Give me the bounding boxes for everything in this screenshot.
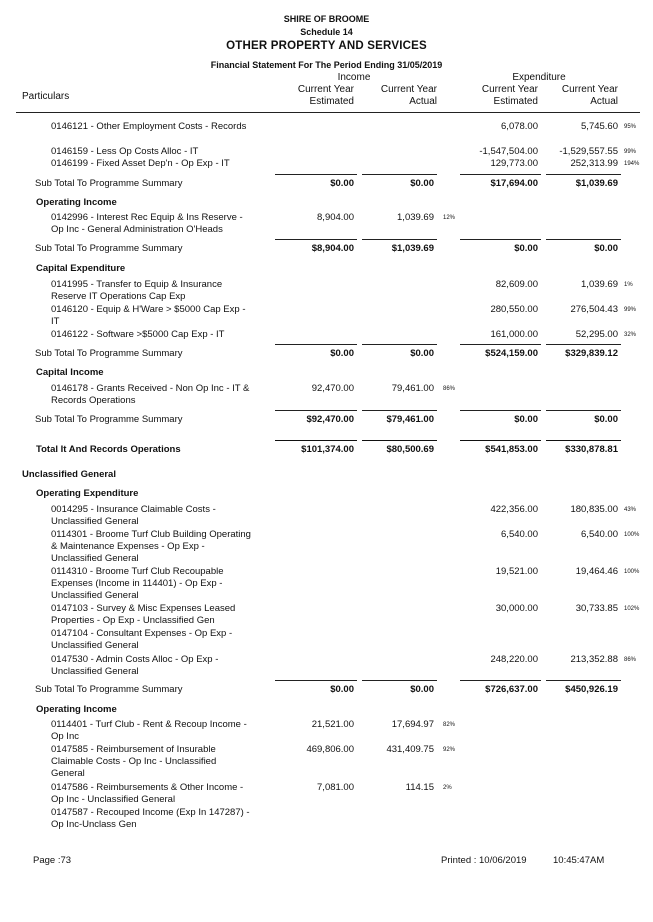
amount-ie: 7,081.00: [317, 782, 354, 793]
amount-ie: $0.00: [330, 178, 354, 189]
amount-ee: 129,773.00: [490, 158, 538, 169]
subtotal-rule: [275, 680, 357, 681]
subtotal-rule: [546, 344, 621, 345]
subtotal-rule: [546, 174, 621, 175]
expenditure-percent: 43%: [624, 507, 637, 513]
amount-ie: 8,904.00: [317, 212, 354, 223]
income-heading: Income: [337, 72, 371, 83]
subtotal-rule: [275, 239, 357, 240]
amount-ea: 252,313.99: [570, 158, 618, 169]
schedule-label: Schedule 14: [300, 27, 353, 37]
expenditure-percent: 1%: [624, 282, 633, 288]
amount-ee: 19,521.00: [495, 566, 538, 577]
subtotal-rule: [362, 410, 437, 411]
subtotal-label: Sub Total To Programme Summary: [35, 414, 183, 425]
amount-ia: $80,500.69: [386, 444, 434, 455]
amount-ee: $17,694.00: [490, 178, 538, 189]
amount-ee: $0.00: [514, 243, 538, 254]
header-rule: [16, 112, 640, 113]
line-item-description: 0014295 - Insurance Claimable Costs - Unclassified General: [51, 504, 216, 527]
line-item-description: 0147530 - Admin Costs Alloc - Op Exp - Unclassified General: [51, 654, 219, 677]
amount-ea: 1,039.69: [581, 279, 618, 290]
amount-ea: 30,733.85: [575, 603, 618, 614]
income-estimated-heading: Current Year Estimated: [297, 84, 354, 107]
amount-ea: 276,504.43: [570, 304, 618, 315]
line-item-description: 0147104 - Consultant Expenses - Op Exp - Unclassified General: [51, 628, 233, 651]
total-label: Total It And Records Operations: [36, 444, 181, 455]
expenditure-estimated-heading: Current Year Estimated: [481, 84, 538, 107]
line-item-description: 0147587 - Recouped Income (Exp In 147287) -Op Inc-Unclass Gen: [51, 807, 250, 830]
subtotal-rule: [460, 239, 541, 240]
expenditure-percent: 102%: [624, 606, 640, 612]
income-actual-heading: Current Year Actual: [380, 84, 437, 107]
amount-ee: 82,609.00: [495, 279, 538, 290]
amount-ia: 431,409.75: [386, 744, 434, 755]
amount-ia: $0.00: [410, 178, 434, 189]
amount-ee: 248,220.00: [490, 654, 538, 665]
amount-ia: 79,461.00: [391, 383, 434, 394]
subtotal-label: Sub Total To Programme Summary: [35, 684, 183, 695]
amount-ea: -1,529,557.55: [559, 146, 618, 157]
line-item-description: 0114401 - Turf Club - Rent & Recoup Income - Op Inc: [51, 719, 247, 742]
subtotal-rule: [362, 239, 437, 240]
particulars-heading: Particulars: [22, 91, 70, 102]
income-percent: 12%: [443, 215, 456, 221]
expenditure-percent: 95%: [624, 124, 637, 130]
amount-ea: $329,839.12: [565, 348, 618, 359]
line-item-description: 0147585 - Reimbursement of Insurable Claimable Costs - Op Inc - Unclassified General: [51, 744, 217, 779]
amount-ee: $541,853.00: [485, 444, 538, 455]
line-item-description: 0146121 - Other Employment Costs - Records: [51, 121, 247, 132]
amount-ee: $524,159.00: [485, 348, 538, 359]
subtotal-rule: [362, 440, 437, 441]
expenditure-percent: 32%: [624, 332, 637, 338]
subtotal-rule: [362, 344, 437, 345]
printed-date: Printed : 10/06/2019: [441, 855, 527, 866]
amount-ee: 30,000.00: [495, 603, 538, 614]
amount-ie: $101,374.00: [301, 444, 354, 455]
amount-ia: $0.00: [410, 348, 434, 359]
line-item-description: 0146122 - Software >$5000 Cap Exp - IT: [51, 329, 225, 340]
subtotal-rule: [275, 344, 357, 345]
amount-ee: 161,000.00: [490, 329, 538, 340]
amount-ea: 52,295.00: [575, 329, 618, 340]
amount-ee: 422,356.00: [490, 504, 538, 515]
section-heading: Unclassified General: [22, 469, 116, 480]
subtotal-rule: [362, 174, 437, 175]
line-item-description: 0147103 - Survey & Misc Expenses Leased Properties - Op Exp - Unclassified Gen: [51, 603, 236, 626]
amount-ie: 92,470.00: [311, 383, 354, 394]
expenditure-percent: 99%: [624, 307, 637, 313]
subtotal-rule: [460, 440, 541, 441]
subtotal-label: Sub Total To Programme Summary: [35, 178, 183, 189]
amount-ea: 213,352.88: [570, 654, 618, 665]
amount-ia: 1,039.69: [397, 212, 434, 223]
expenditure-actual-heading: Current Year Actual: [561, 84, 618, 107]
amount-ie: $0.00: [330, 348, 354, 359]
group-heading: Operating Income: [36, 704, 117, 715]
amount-ea: $1,039.69: [575, 178, 618, 189]
subtotal-rule: [460, 344, 541, 345]
expenditure-heading: Expenditure: [512, 72, 566, 83]
amount-ie: $0.00: [330, 684, 354, 695]
amount-ie: $92,470.00: [306, 414, 354, 425]
line-item-description: 0146159 - Less Op Costs Alloc - IT: [51, 146, 199, 157]
group-heading: Operating Expenditure: [36, 488, 139, 499]
subtotal-rule: [460, 174, 541, 175]
amount-ea: $0.00: [594, 243, 618, 254]
subtotal-rule: [362, 680, 437, 681]
report-title: OTHER PROPERTY AND SERVICES: [226, 40, 427, 52]
subtotal-label: Sub Total To Programme Summary: [35, 348, 183, 359]
line-item-description: 0142996 - Interest Rec Equip & Ins Reserve - Op Inc - General Administration O'Heads: [51, 212, 243, 235]
amount-ea: $0.00: [594, 414, 618, 425]
line-item-description: 0147586 - Reimbursements & Other Income - Op Inc - Unclassified General: [51, 782, 244, 805]
amount-ea: 6,540.00: [581, 529, 618, 540]
amount-ea: 19,464.46: [575, 566, 618, 577]
amount-ea: $330,878.81: [565, 444, 618, 455]
subtotal-rule: [275, 440, 357, 441]
line-item-description: 0146178 - Grants Received - Non Op Inc - IT & Records Operations: [51, 383, 250, 406]
amount-ia: $79,461.00: [386, 414, 434, 425]
subtotal-rule: [275, 174, 357, 175]
subtotal-rule: [460, 680, 541, 681]
income-percent: 82%: [443, 722, 456, 728]
amount-ea: $450,926.19: [565, 684, 618, 695]
expenditure-percent: 100%: [624, 569, 640, 575]
expenditure-percent: 86%: [624, 657, 637, 663]
period-label: Financial Statement For The Period Ending 31/05/2019: [210, 60, 443, 70]
subtotal-rule: [460, 410, 541, 411]
printed-time: 10:45:47AM: [553, 855, 605, 866]
group-heading: Capital Income: [36, 367, 104, 378]
amount-ea: 180,835.00: [570, 504, 618, 515]
expenditure-percent: 100%: [624, 532, 640, 538]
amount-ia: 17,694.97: [391, 719, 434, 730]
subtotal-rule: [546, 239, 621, 240]
subtotal-rule: [546, 440, 621, 441]
line-item-description: 0146199 - Fixed Asset Dep'n - Op Exp - IT: [51, 158, 230, 169]
amount-ie: $8,904.00: [311, 243, 354, 254]
amount-ee: $726,637.00: [485, 684, 538, 695]
income-percent: 86%: [443, 386, 456, 392]
line-item-description: 0114310 - Broome Turf Club Recoupable Expenses (Income in 114401) - Op Exp - Unclassified General: [51, 566, 224, 601]
subtotal-rule: [546, 410, 621, 411]
group-heading: Capital Expenditure: [36, 263, 126, 274]
expenditure-percent: 99%: [624, 149, 637, 155]
org-name: SHIRE OF BROOME: [283, 14, 370, 24]
amount-ee: -1,547,504.00: [479, 146, 538, 157]
expenditure-percent: 194%: [624, 161, 640, 167]
amount-ee: 6,078.00: [501, 121, 538, 132]
subtotal-rule: [275, 410, 357, 411]
amount-ee: $0.00: [514, 414, 538, 425]
amount-ie: 21,521.00: [311, 719, 354, 730]
amount-ea: 5,745.60: [581, 121, 618, 132]
amount-ia: $1,039.69: [391, 243, 434, 254]
amount-ia: $0.00: [410, 684, 434, 695]
amount-ee: 280,550.00: [490, 304, 538, 315]
income-percent: 2%: [443, 785, 452, 791]
page-number: Page :73: [33, 855, 72, 866]
subtotal-rule: [546, 680, 621, 681]
income-percent: 92%: [443, 747, 456, 753]
line-item-description: 0141995 - Transfer to Equip & Insurance Reserve IT Operations Cap Exp: [51, 279, 223, 302]
amount-ia: 114.15: [405, 782, 434, 793]
subtotal-label: Sub Total To Programme Summary: [35, 243, 183, 254]
line-item-description: 0114301 - Broome Turf Club Building Operating & Maintenance Expenses - Op Exp - Unclassified General: [51, 529, 251, 564]
line-item-description: 0146120 - Equip & H'Ware > $5000 Cap Exp - IT: [51, 304, 246, 327]
group-heading: Operating Income: [36, 197, 117, 208]
amount-ee: 6,540.00: [501, 529, 538, 540]
amount-ie: 469,806.00: [306, 744, 354, 755]
